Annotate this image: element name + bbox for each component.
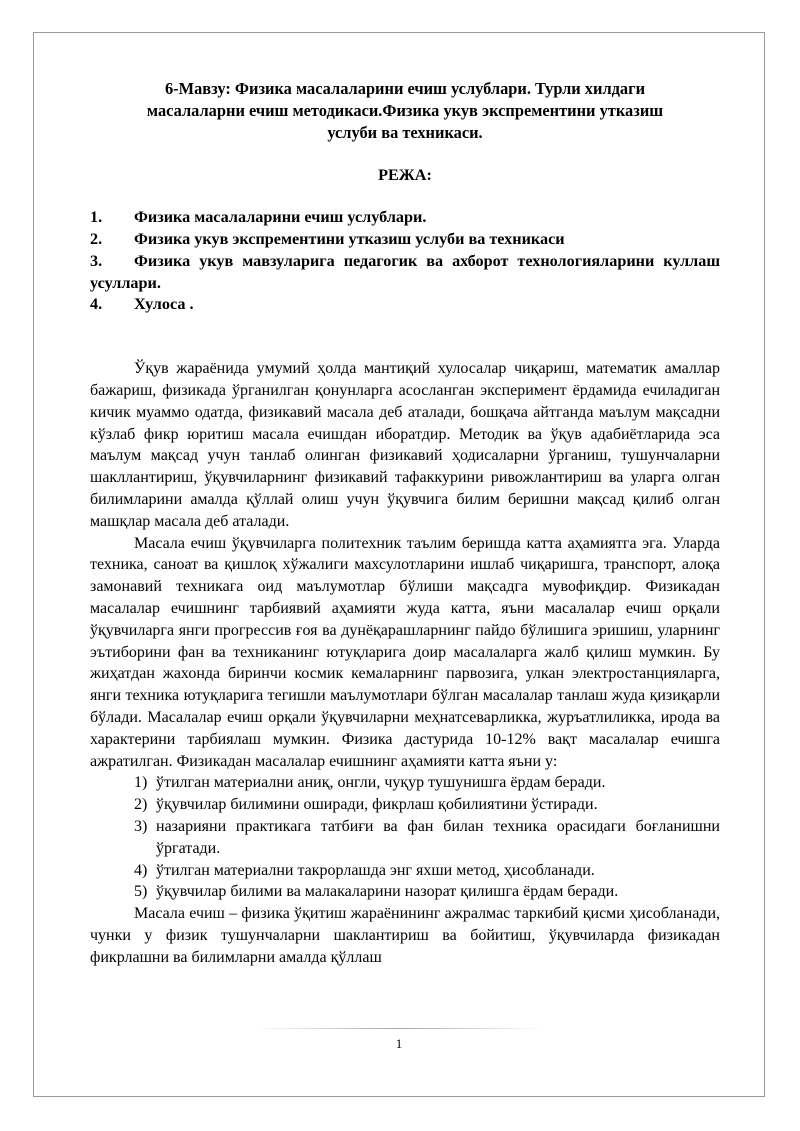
- body-paragraph: Масала ечиш ўқувчиларга политехник таълим беришда катта аҳамиятга эга. Уларда техника, саноат ва қишлоқ хўжалиги махсулотларини ишлаб чиқаришга, транспорт, алоқа замонавий техникага оид маълумотлар бўлиши мақсадга мувофиқдир. Физикадан масалалар ечишнинг тарбиявий аҳамияти жуда катта, яъни масалалар ечиш орқали ўқувчиларга янги прогрессив ғоя ва дунёқарашларнинг пайдо бўлишига эришиш, уларнинг эътиборини фан ва техниканинг ютуқларига доир масалаларга жалб қилиш мумкин. Бу жиҳатдан жахонда биринчи космик кемаларнинг парвозига, улкан электростанцияларга, янги техника ютуқларига тегишли маълумотлари бўлган масалалар танлаш жуда қизиқарли бўлади. Масалалар ечиш орқали ўқувчиларни меҳнатсеварликка, журъатлиликка, ирода ва характерини тарбиялаш мумкин. Физика дастурида 10-12% вақт масалалар ечишга ажратилган. Физикадан масалалар ечишнинг аҳамияти катта яъни у:: [90, 534, 720, 770]
- plan-item-number: 2.: [90, 229, 103, 248]
- plan-heading: РЕЖА:: [378, 166, 432, 185]
- document-page: [33, 32, 765, 1097]
- importance-item-number: 1): [134, 774, 148, 792]
- plan-item-number: 1.: [90, 208, 103, 227]
- plan-item-number: 3.: [90, 251, 103, 270]
- importance-item-number: 4): [134, 861, 148, 879]
- importance-item-number: 3): [134, 817, 148, 835]
- plan-item-number: 4.: [90, 295, 103, 314]
- importance-item-text: ўқувчилар билимини оширади, фикрлаш қобилиятини ўстиради.: [156, 796, 598, 814]
- footer-divider: [254, 1028, 544, 1029]
- page-number: 1: [395, 1036, 403, 1051]
- plan-item-text: Физика укув мавзуларига педагогик ва ахборот технологияларини куллаш усуллари.: [90, 251, 720, 292]
- importance-item: [134, 881, 720, 903]
- plan-item: [90, 294, 720, 316]
- importance-item: [134, 794, 720, 816]
- section-gap: [90, 316, 720, 358]
- document-title: [90, 78, 720, 143]
- importance-list: [90, 772, 720, 903]
- importance-item: [134, 772, 720, 794]
- title-line: услуби ва техникаси.: [327, 122, 483, 142]
- plan-item: [90, 207, 720, 229]
- plan-item-text: Физика масалаларини ечиш услублари.: [134, 208, 427, 227]
- body-paragraph: Ўқув жараёнида умумий ҳолда мантиқий хулосалар чиқариш, математик амаллар бажариш, физикада ўрганилган қонунларга асосланган эксперимент ёрдамида ечиладиган кичик муаммо одатда, физикавий масала деб аталади, бошқача айтганда маълум мақсадни кўзлаб фикр юритиш масала ечишдан иборатдир. Методик ва ўқув адабиётларида эса маълум мақсад учун танлаб олинган физикавий ҳодисаларни ўрганиш, тушунчаларни шакллантириш, ўқувчиларнинг физикавий тафаккурини ривожлантириш ва уларга олган билимларини амалда қўллай олиш учун ўқувчига билим беришни мақсад қилиб олган машқлар масала деб аталади.: [90, 360, 720, 530]
- importance-item: [134, 816, 720, 860]
- plan-item-text: Физика укув экспрементини утказиш услуби ва техникаси: [134, 229, 565, 248]
- document-content: [90, 78, 720, 968]
- plan-item: [90, 251, 720, 295]
- plan-item-text: Хулоса .: [134, 295, 194, 314]
- plan-item: [90, 229, 720, 251]
- plan-list: [90, 207, 720, 316]
- importance-item-number: 2): [134, 796, 148, 814]
- importance-item-number: 5): [134, 883, 148, 901]
- title-line: 6-Мавзу: Физика масалаларини ечиш услублари. Турли хилдаги: [164, 79, 646, 98]
- importance-item-text: ўтилган материални такрорлашда энг яхши метод, ҳисобланади.: [156, 861, 595, 879]
- importance-item: [134, 860, 720, 882]
- closing-paragraph: Масала ечиш – физика ўқитиш жараёнининг ажралмас таркибий қисми ҳисобланади, чунки у физик тушунчаларни шаклантириш ва бойитиш, ўқувчиларда физикадан фикрлашни ва билимларни амалда қўллаш: [90, 905, 720, 966]
- importance-item-text: ўқувчилар билими ва малакаларини назорат қилишга ёрдам беради.: [156, 883, 619, 901]
- importance-item-text: назарияни практикага татбиғи ва фан билан техника орасидаги боғланишни ўргатади.: [156, 817, 720, 857]
- title-line: масалаларни ечиш методикаси.Физика укув экспрементини утказиш: [146, 100, 664, 120]
- importance-item-text: ўтилган материални аниқ, онгли, чуқур тушунишга ёрдам беради.: [156, 774, 606, 792]
